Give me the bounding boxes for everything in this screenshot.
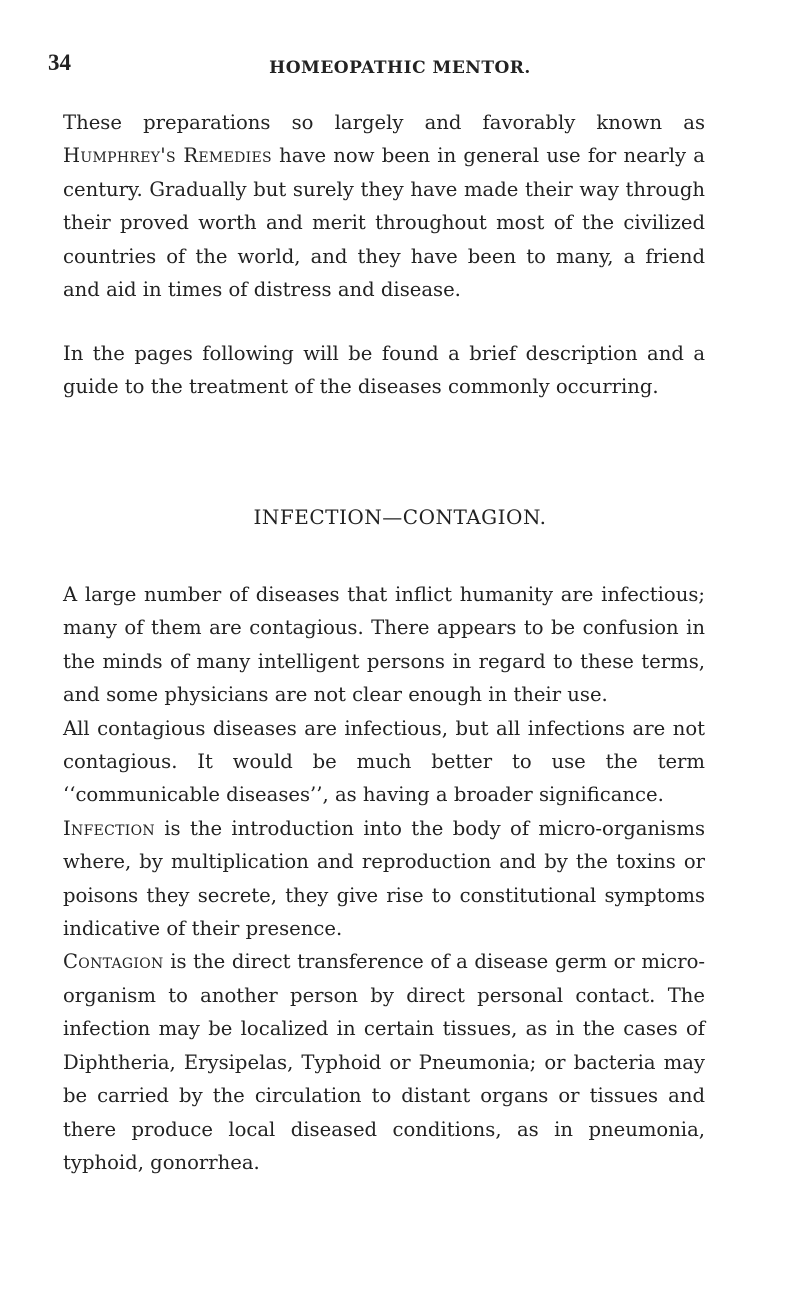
section-paragraph-3 (63, 812, 705, 946)
section-paragraph-1: A large number of diseases that inflict humanity are infectious; many of them are contagious. There appears to be confusion in the minds of many intelligent persons in regard to these terms, and some physicians are not clear enough in their use. (63, 583, 705, 707)
intro-text-end: have now been in general use for nearly a century. Gradually but surely they have made their way through their proved worth and merit throughout most of the civilized countries of the world, and they have been to many, a friend and aid in times of distress and disease. (63, 144, 705, 302)
intro-text-2: In the pages following will be found a brief description and a guide to the treatment of the diseases commonly occurring. (63, 342, 705, 399)
section-paragraph-2: All contagious diseases are infectious, but all infections are not contagious. It would be much better to use the term ‘‘communicable diseases’’, as having a broader significance. (63, 716, 705, 807)
contagion-definition: is the direct transference of a disease germ or micro-organism to another person by direct personal contact. The infection may be localized in certain tissues, as in the cases of Diphtheria, Erysipelas, Typhoid or Pneumonia; or bacteria may be carried by the circulation to distant organs or tissues and there produce local diseased conditions, as in pneumonia, typhoid, gonorrhea. (63, 950, 705, 1174)
infection-term: Infection (63, 816, 155, 840)
section-paragraph-4 (63, 945, 705, 1179)
section-body (63, 578, 705, 1179)
intro-paragraph-2 (63, 337, 705, 404)
page-header (48, 50, 752, 90)
running-head: HOMEOPATHIC MENTOR. (269, 58, 531, 78)
section-heading: INFECTION—CONTAGION. (253, 505, 547, 529)
intro-text-start: These preparations so largely and favorably known as (63, 111, 705, 134)
intro-paragraph-1 (63, 106, 705, 306)
remedies-name: Humphrey's Remedies (63, 144, 272, 168)
infection-definition: is the introduction into the body of micro-organisms where, by multiplication and reproduction and by the toxins or poisons they secrete, they give rise to constitutional symptoms indicative of their presence. (63, 816, 705, 941)
page-number: 34 (48, 50, 71, 75)
contagion-term: Contagion (63, 950, 164, 974)
